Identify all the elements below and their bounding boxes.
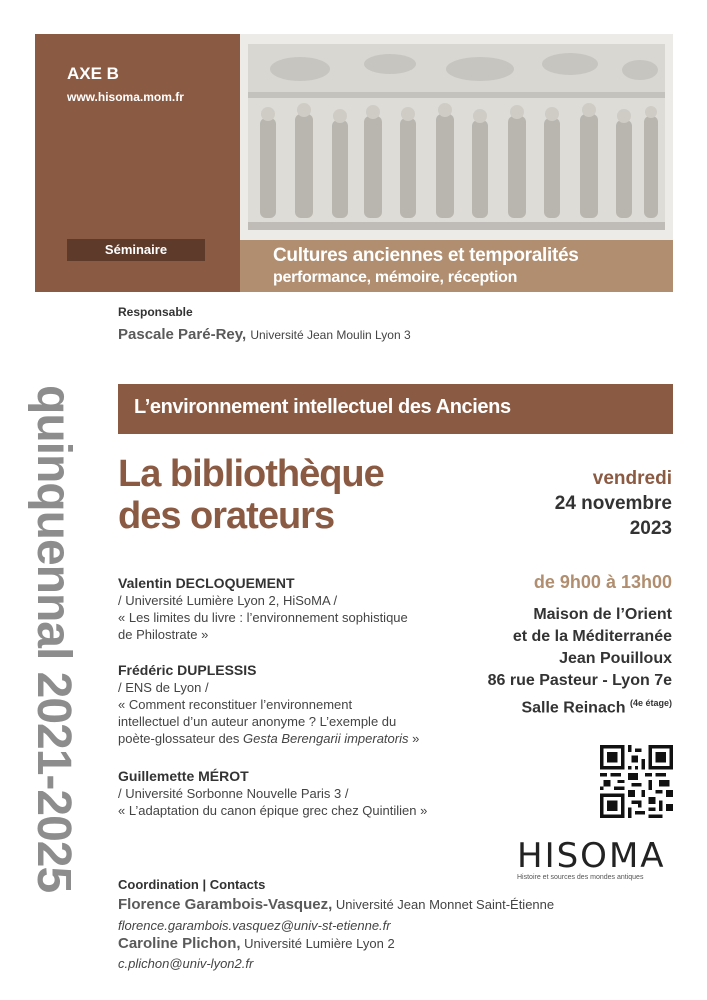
event-day: vendredi — [592, 468, 672, 489]
responsable-label: Responsable — [118, 305, 193, 319]
topic-band — [118, 384, 673, 434]
speaker-2-talk-line3c: » — [408, 731, 420, 746]
speaker-2-talk-work-title: Gesta Berengarii imperatoris — [243, 731, 409, 746]
speaker-1-talk-line2: de Philostrate » — [118, 627, 209, 642]
event-date — [555, 466, 672, 541]
place-line2: et de la Méditerranée — [512, 628, 672, 645]
speaker-1 — [118, 575, 408, 643]
header-block — [35, 34, 673, 292]
speaker-3-talk-line1: « L’adaptation du canon épique grec chez Quintilien » — [118, 803, 428, 818]
speaker-2-affiliation: / ENS de Lyon / — [118, 680, 209, 695]
contact-2-name: Caroline Plichon, — [118, 935, 241, 952]
topic-title: L’environnement intellectuel des Anciens — [134, 396, 511, 418]
speaker-2 — [118, 662, 419, 747]
contact-1-email[interactable]: florence.garambois.vasquez@univ-st-etienne.fr — [118, 918, 391, 933]
place-floor: (4e étage) — [629, 698, 672, 708]
qr-code-icon[interactable] — [600, 745, 673, 823]
place-line1: Maison de l’Orient — [533, 606, 672, 623]
seminar-badge: Séminaire — [67, 239, 205, 261]
speaker-2-name: Frédéric DUPLESSIS — [118, 662, 257, 678]
speaker-3 — [118, 768, 427, 819]
logo-text: HISOMA — [517, 836, 666, 876]
speaker-2-talk-line2: intellectuel d’un auteur anonyme ? L’exemple du — [118, 714, 397, 729]
speaker-1-talk-line1: « Les limites du livre : l’environnement sophistique — [118, 610, 408, 625]
event-date-day-month: 24 novembre — [554, 493, 672, 514]
seminar-title: Cultures anciennes et temporalités — [273, 245, 579, 266]
place-room: Salle Reinach — [521, 699, 626, 717]
sarcophagus-relief-image — [240, 34, 673, 240]
seminar-title-band — [240, 240, 673, 292]
coordination-label: Coordination | Contacts — [118, 877, 266, 892]
speaker-3-name: Guillemette MÉROT — [118, 768, 249, 784]
event-time: de 9h00 à 13h00 — [533, 572, 672, 592]
place-line3: Jean Pouilloux — [559, 650, 672, 667]
event-title-line1: La bibliothèque — [118, 453, 384, 495]
logo-subtitle: Histoire et sources des mondes antiques — [517, 874, 644, 881]
place-line4: 86 rue Pasteur - Lyon 7e — [487, 672, 672, 689]
contact-2-email[interactable]: c.plichon@univ-lyon2.fr — [118, 956, 254, 971]
vertical-quinquennal-text: quinquennal 2021-2025 — [27, 385, 80, 893]
hisoma-logo — [517, 836, 677, 886]
contact-1 — [118, 896, 554, 913]
event-year: 2023 — [629, 518, 672, 539]
contact-2-affiliation: Université Lumière Lyon 2 — [244, 936, 395, 951]
speaker-3-affiliation: / Université Sorbonne Nouvelle Paris 3 / — [118, 786, 349, 801]
website-link[interactable]: www.hisoma.mom.fr — [67, 90, 184, 104]
speaker-1-affiliation: / Université Lumière Lyon 2, HiSoMA / — [118, 593, 338, 608]
event-title — [118, 453, 384, 537]
contact-2 — [118, 935, 395, 952]
responsable-affiliation: Université Jean Moulin Lyon 3 — [250, 328, 411, 342]
speaker-2-talk-line1: « Comment reconstituer l’environnement — [118, 697, 353, 712]
event-place — [488, 604, 672, 719]
axe-label: AXE B — [67, 64, 119, 83]
contact-1-name: Florence Garambois-Vasquez, — [118, 896, 333, 913]
event-title-line2: des orateurs — [118, 495, 335, 537]
place-line5 — [488, 692, 672, 719]
responsable-line — [118, 326, 411, 343]
contact-1-affiliation: Université Jean Monnet Saint-Étienne — [335, 897, 555, 912]
seminar-subtitle: performance, mémoire, réception — [273, 269, 518, 286]
responsable-name: Pascale Paré-Rey, — [118, 326, 247, 343]
speaker-1-name: Valentin DECLOQUEMENT — [118, 575, 295, 591]
speaker-2-talk-line3a: poète-glossateur des — [118, 731, 244, 746]
